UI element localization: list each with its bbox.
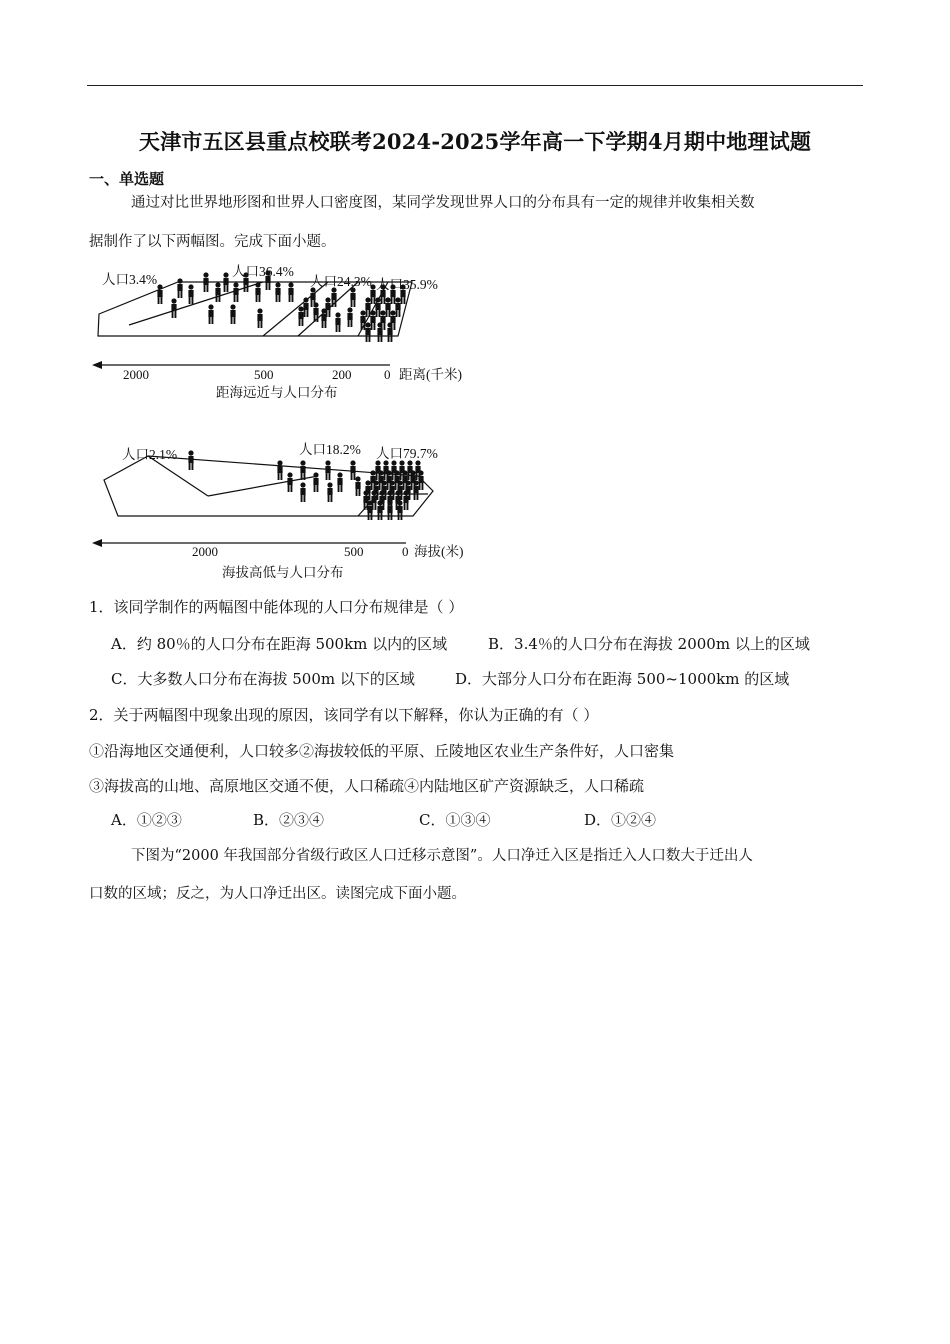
figure-altitude-population [88, 436, 488, 586]
question-1-option-d: D．大部分人口分布在距海 500~1000km 的区域 [455, 670, 790, 688]
altitude-caption: 海拔高低与人口分布 [222, 565, 344, 580]
altitude-label-1: 人口2.1% [122, 447, 178, 462]
question-2-statement-line-2: ③海拔高的山地、高原地区交通不便，人口稀疏④内陆地区矿产资源缺乏，人口稀疏 [89, 777, 645, 795]
question-1-stem: 1．该同学制作的两幅图中能体现的人口分布规律是（ ） [89, 598, 464, 616]
question-2-option-b: B．②③④ [253, 811, 325, 829]
question-2-statement-line-1: ①沿海地区交通便利，人口较多②海拔较低的平原、丘陵地区农业生产条件好，人口密集 [89, 742, 675, 760]
intro-paragraph-1-line-1: 通过对比世界地形图和世界人口密度图，某同学发现世界人口的分布具有一定的规律并收集相关数 [131, 195, 755, 211]
intro-paragraph-2-line-2: 口数的区域；反之，为人口净迁出区。读图完成下面小题。 [89, 886, 466, 902]
page-title: 天津市五区县重点校联考2024-2025学年高一下学期4月期中地理试题 [138, 129, 812, 154]
question-1-option-c: C．大多数人口分布在海拔 500m 以下的区域 [111, 670, 415, 688]
question-2-option-a: A．①②③ [111, 811, 182, 829]
question-1-option-a: A．约 80％的人口分布在距海 500km 以内的区域 [111, 635, 448, 653]
question-2-option-d: D．①②④ [584, 811, 657, 829]
distance-label-4: 人口35.9% [376, 277, 438, 292]
distance-label-3: 人口24.3% [310, 274, 372, 289]
altitude-label-3: 人口79.7% [376, 446, 438, 461]
distance-label-2: 人口36.4% [232, 264, 294, 279]
altitude-tick-500: 500 [344, 544, 364, 559]
question-2-stem: 2．关于两幅图中现象出现的原因，该同学有以下解释，你认为正确的有（ ） [89, 706, 599, 724]
question-1-option-b: B．3.4％的人口分布在海拔 2000m 以上的区域 [488, 635, 810, 653]
intro-paragraph-1-line-2: 据制作了以下两幅图。完成下面小题。 [89, 234, 336, 250]
distance-tick-2000: 2000 [123, 367, 149, 382]
distance-tick-0: 0 [384, 367, 391, 382]
question-2-option-c: C．①③④ [419, 811, 491, 829]
distance-caption: 距海远近与人口分布 [216, 385, 338, 400]
altitude-tick-2000: 2000 [192, 544, 218, 559]
intro-paragraph-2-line-1: 下图为“2000 年我国部分省级行政区人口迁移示意图”。人口净迁入区是指迁入人口数大于迁出人 [131, 848, 753, 864]
distance-axis-unit: 距离(千米) [399, 367, 462, 382]
header-rule [87, 85, 863, 86]
distance-label-1: 人口3.4% [102, 272, 158, 287]
altitude-label-2: 人口18.2% [299, 442, 361, 457]
distance-tick-200: 200 [332, 367, 352, 382]
section-heading: 一、单选题 [89, 170, 165, 188]
distance-axis [92, 338, 390, 369]
distance-tick-500: 500 [254, 367, 274, 382]
figure-distance-population [88, 258, 488, 403]
altitude-axis-unit: 海拔(米) [414, 544, 464, 559]
altitude-tick-0: 0 [402, 544, 409, 559]
